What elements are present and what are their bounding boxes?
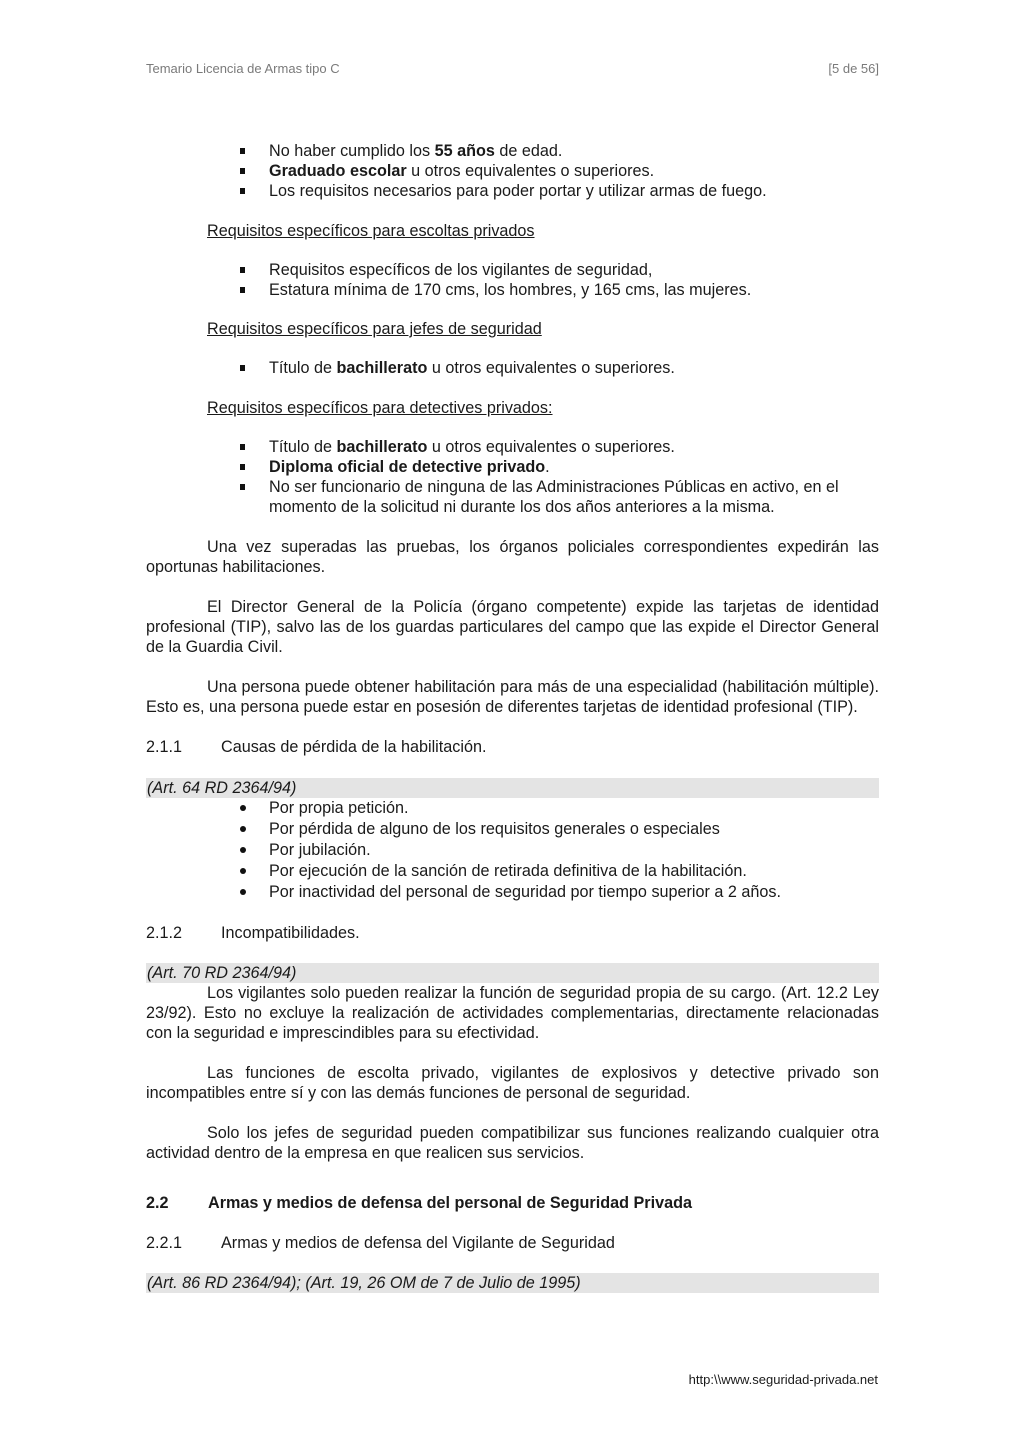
- list-item: Graduado escolar u otros equivalentes o superiores.: [146, 161, 879, 181]
- paragraph: El Director General de la Policía (órgano competente) expide las tarjetas de identidad profesional (TIP), salvo las de los guardas particulares del campo que las expide el Director General de la Guardia Civil.: [146, 598, 879, 656]
- section-title: Causas de pérdida de la habilitación.: [221, 738, 487, 756]
- list-item: Los requisitos necesarios para poder portar y utilizar armas de fuego.: [146, 181, 879, 201]
- section-number: 2.2: [146, 1194, 169, 1212]
- legal-reference: (Art. 64 RD 2364/94): [146, 778, 879, 798]
- escoltas-heading: Requisitos específicos para escoltas privados: [207, 222, 535, 240]
- document-body: [146, 141, 879, 1293]
- list-item: No haber cumplido los 55 años de edad.: [146, 141, 879, 161]
- section-heading-2-2-1: [146, 1233, 879, 1253]
- paragraph: Una persona puede obtener habilitación para más de una especialidad (habilitación múltiple). Esto es, una persona puede estar en posesión de diferentes tarjetas de identidad profesional (TIP).: [146, 678, 879, 716]
- section-title: Armas y medios de defensa del Vigilante de Seguridad: [221, 1234, 615, 1252]
- list-item: Diploma oficial de detective privado.: [146, 457, 879, 477]
- list-item: Por jubilación.: [146, 840, 879, 860]
- detectives-heading: Requisitos específicos para detectives privados:: [207, 399, 553, 417]
- list-item: Requisitos específicos de los vigilantes de seguridad,: [146, 260, 879, 280]
- paragraph: Los vigilantes solo pueden realizar la función de seguridad propia de su cargo. (Art. 12.2 Ley 23/92). Esto no excluye la realización de actividades complementarias, directamente relacionadas con la seguridad e imprescindibles para su efectividad.: [146, 984, 879, 1042]
- paragraph: Las funciones de escolta privado, vigilantes de explosivos y detective privado son incompatibles entre sí y con las demás funciones de personal de seguridad.: [146, 1064, 879, 1102]
- loss-causes-list: [146, 798, 879, 902]
- detectives-list: [146, 437, 879, 517]
- section-title: Armas y medios de defensa del personal de Seguridad Privada: [208, 1194, 692, 1212]
- list-item: Por propia petición.: [146, 798, 879, 818]
- section-number: 2.1.1: [146, 738, 183, 756]
- page-header: [146, 61, 879, 81]
- general-requirements-list: [146, 141, 879, 201]
- paragraph: Una vez superadas las pruebas, los órganos policiales correspondientes expedirán las oportunas habilitaciones.: [146, 538, 879, 576]
- list-item: Por pérdida de alguno de los requisitos generales o especiales: [146, 819, 879, 839]
- list-item: Título de bachillerato u otros equivalentes o superiores.: [146, 437, 879, 457]
- footer-url: http:\\www.seguridad-privada.net: [688, 1372, 878, 1387]
- section-heading-2-2: [146, 1193, 879, 1213]
- list-item: Por inactividad del personal de seguridad por tiempo superior a 2 años.: [146, 882, 879, 902]
- jefes-heading: Requisitos específicos para jefes de seguridad: [207, 320, 542, 338]
- document-title: Temario Licencia de Armas tipo C: [146, 61, 340, 76]
- legal-reference: (Art. 86 RD 2364/94); (Art. 19, 26 OM de 7 de Julio de 1995): [146, 1273, 879, 1293]
- list-item: Por ejecución de la sanción de retirada definitiva de la habilitación.: [146, 861, 879, 881]
- list-item: No ser funcionario de ninguna de las Administraciones Públicas en activo, en el momento de la solicitud ni durante los dos años anteriores a la misma.: [146, 477, 879, 517]
- section-title: Incompatibilidades.: [221, 924, 360, 942]
- paragraph: Solo los jefes de seguridad pueden compatibilizar sus funciones realizando cualquier otra actividad dentro de la empresa en que realicen sus servicios.: [146, 1124, 879, 1162]
- legal-reference: (Art. 70 RD 2364/94): [146, 963, 879, 983]
- section-number: 2.2.1: [146, 1234, 183, 1252]
- section-heading-2-1-2: [146, 923, 879, 943]
- list-item: Título de bachillerato u otros equivalentes o superiores.: [146, 358, 879, 378]
- page-number: [5 de 56]: [828, 61, 879, 76]
- section-heading-2-1-1: [146, 737, 879, 757]
- escoltas-list: [146, 260, 879, 300]
- jefes-list: [146, 358, 879, 378]
- list-item: Estatura mínima de 170 cms, los hombres, y 165 cms, las mujeres.: [146, 280, 879, 300]
- section-number: 2.1.2: [146, 924, 183, 942]
